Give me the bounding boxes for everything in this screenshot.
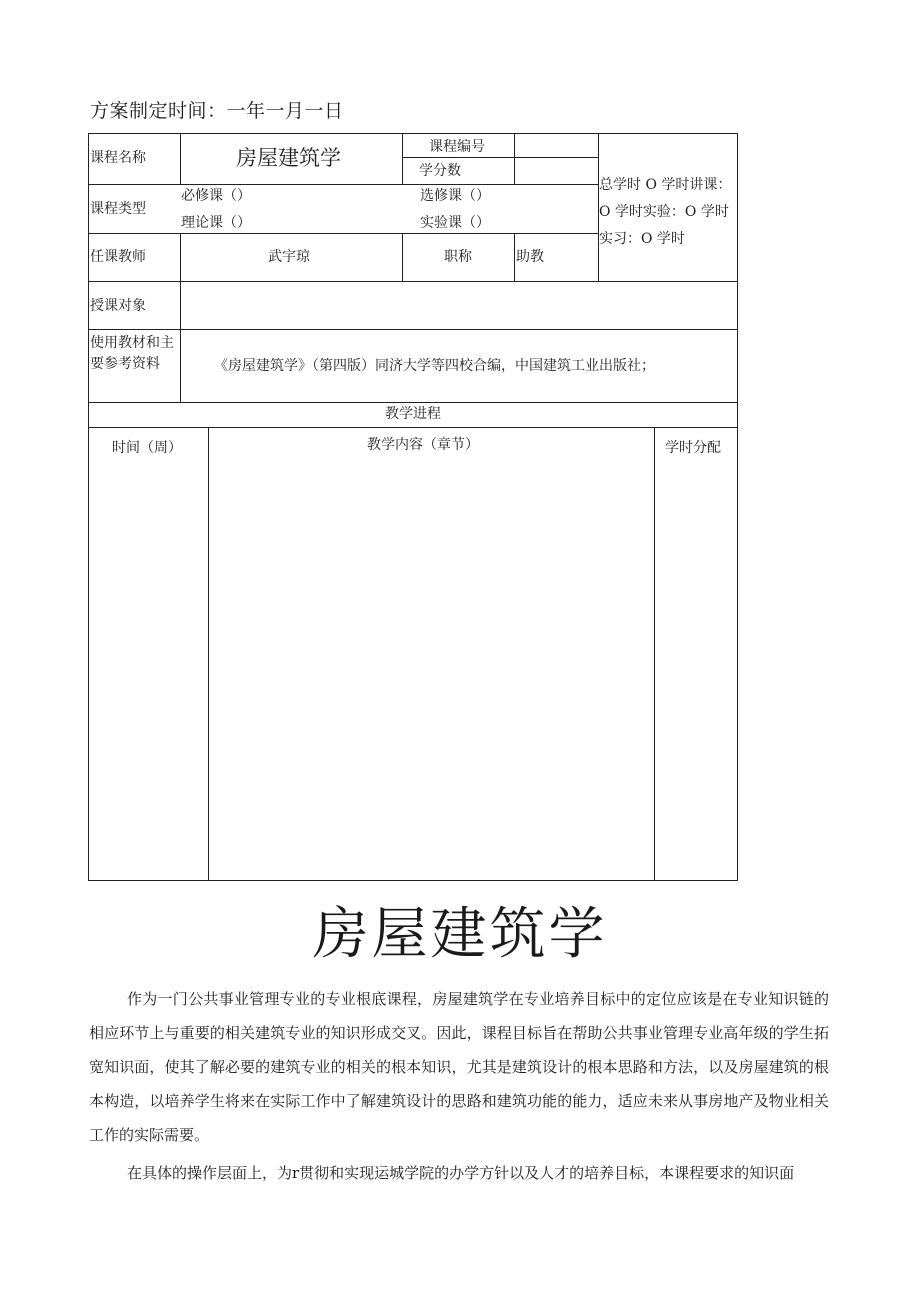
- rule-row1: [88, 184, 598, 185]
- teacher-label: 任课教师: [90, 249, 146, 265]
- plan-date: 方案制定时间：一年一月一日: [90, 100, 344, 122]
- rule-v-title-right: [514, 233, 515, 281]
- form-border-bottom: [88, 880, 738, 881]
- course-type-label: 课程类型: [90, 201, 146, 217]
- form-border-right: [737, 133, 738, 881]
- textbook-value: 《房屋建筑学》（第四版）同济大学等四校合编，中国建筑工业出版社；: [214, 358, 655, 374]
- rule-v-time-col: [208, 427, 209, 880]
- credits-label: 学分数: [419, 163, 461, 179]
- type-elective: 选修课（）: [420, 188, 490, 204]
- textbook-label: 使用教材和主要参考资料: [90, 335, 174, 372]
- rule-v-code-left: [402, 133, 403, 184]
- body-paragraph: 作为一门公共事业管理专业的专业根底课程，房屋建筑学在专业培养目标中的定位应该是在专业知识链的相应环节上与重要的相关建筑专业的知识形成交叉。因此，课程目标旨在帮助公共事业管理专业高年级的学生拓宽知识面，使其了解必要的建筑专业的相关的根本知识，尤其是建筑设计的根本思路和方法，以及房屋建筑的根本构造，以培养学生将来在实际工作中了解建筑设计的思路和建筑功能的能力，适应未来从事房地产及物业相关工作的实际需要。: [89, 990, 829, 1144]
- rule-row4: [88, 329, 738, 330]
- rule-v-name: [180, 133, 181, 184]
- course-plan-form: [88, 133, 738, 881]
- col-time-header: 时间（周）: [112, 440, 182, 456]
- rule-row2: [88, 233, 598, 234]
- course-code-label: 课程编号: [429, 139, 485, 155]
- type-theory: 理论课（）: [181, 215, 251, 231]
- teacher-value: 武宇琼: [268, 249, 310, 265]
- title-label: 职称: [444, 249, 472, 265]
- document-title: 房屋建筑学: [312, 902, 608, 967]
- rule-v-code-right: [514, 133, 515, 184]
- title-value: 助教: [516, 249, 544, 265]
- course-name-value: 房屋建筑学: [236, 146, 341, 170]
- hours-summary: 总学时 O 学时讲课：O 学时实验：O 学时实习：O 学时: [599, 177, 732, 247]
- rule-row5: [88, 402, 738, 403]
- rule-v-teacher: [180, 233, 181, 281]
- rule-v-title-left: [402, 233, 403, 281]
- rule-code-credits: [402, 157, 598, 158]
- rule-v-hours-col: [654, 427, 655, 880]
- col-hours-header: 学时分配: [665, 440, 721, 456]
- audience-label: 授课对象: [90, 298, 146, 314]
- form-border-left: [88, 133, 89, 881]
- rule-v-labels: [180, 281, 181, 402]
- type-required: 必修课（）: [181, 188, 251, 204]
- body-paragraph: 在具体的操作层面上，为r贯彻和实现运城学院的办学方针以及人才的培养目标，本课程要求的知识面: [127, 1164, 795, 1182]
- form-border-top: [88, 133, 738, 134]
- col-content-header: 教学内容（章节）: [367, 437, 479, 453]
- rule-row3: [88, 281, 738, 282]
- course-name-label: 课程名称: [90, 150, 146, 166]
- progress-heading: 教学进程: [385, 406, 441, 422]
- type-experiment: 实验课（）: [420, 215, 490, 231]
- rule-row6: [88, 427, 738, 428]
